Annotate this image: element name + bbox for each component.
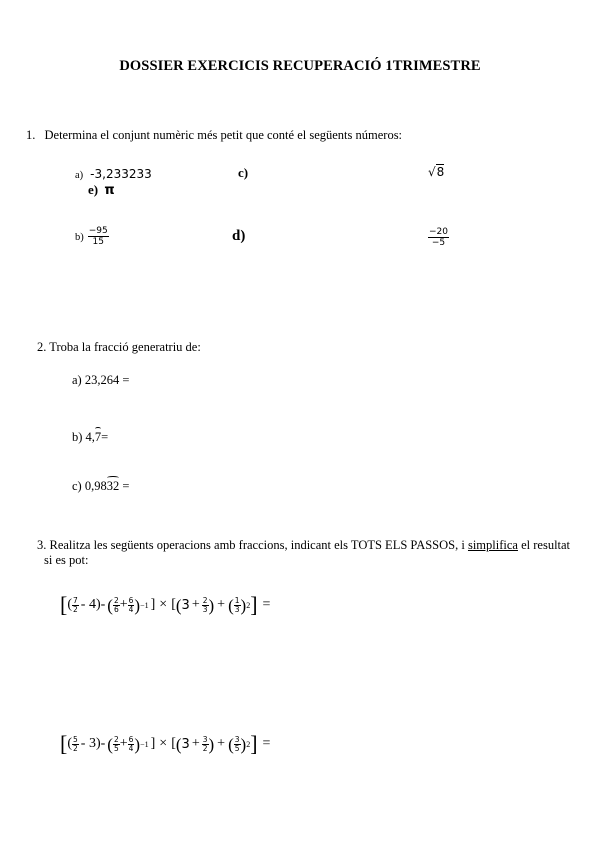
q1-a-label: a) [75,170,84,181]
question-1 [26,128,402,143]
q1-sqrt-value: 8 [436,165,445,179]
question-3: 3. Realitza les següents operacions amb fraccions, indicant els TOTS ELS PASSOS, i simplifica el resultat [37,538,571,552]
q2-c-repeating: 32 [106,479,120,493]
page-title: DOSSIER EXERCICIS RECUPERACIÓ 1TRIMESTRE [119,58,481,74]
q1-item-e [88,182,115,198]
question-3-line2: si es pot: [44,553,89,567]
expression-2: [ ( $\frac{5}{2}$ - 3)- ( $\frac{2}{5}$ + $\frac{6}{4}$ ) −1 ] × [ ( 3 + $\frac{3}{2}$ ) + ( $\frac{3}{5}$ ) 2 ] = [60,731,271,756]
q2-item-c: c) 0,9832 = [72,479,130,493]
simplifica-underlined: simplifica [467,538,518,552]
q1-d-fraction: $\frac{-20}{-5}$ [429,227,448,248]
question-2: 2. Troba la fracció generatriu de: [37,340,201,354]
question-1-number: 1. [26,128,36,142]
question-1-text: Determina el conjunt numèric més petit que conté el següents números: [44,128,403,142]
q2-item-b: b) 4,7= [72,430,109,444]
expression-1: [ ( $\frac{7}{2}$ - 4)- ( $\frac{2}{6}$ + $\frac{6}{4}$ ) −1 ] × [ ( 3 + $\frac{2}{3}$ ) + ( $\frac{1}{3}$ ) 2 ] = [60,592,271,617]
q2-item-a: a) 23,264 = [72,373,130,387]
q2-b-repeating: 7 [94,430,102,444]
q1-c-label: c) [238,165,249,180]
q1-a-value: -3,233233 [90,167,152,181]
q1-e-label: e) [88,182,99,197]
q1-d-label: d) [232,228,246,244]
q1-item-a [75,165,152,183]
q2-a-value: 23,264 = [84,373,130,387]
q1-b-label: b) [75,232,84,244]
q1-sqrt: √8 [428,165,445,179]
q1-e-value: π [104,183,115,198]
q1-item-b [75,226,109,247]
q1-b-fraction: $\frac{-95}{15}$ [88,226,108,247]
